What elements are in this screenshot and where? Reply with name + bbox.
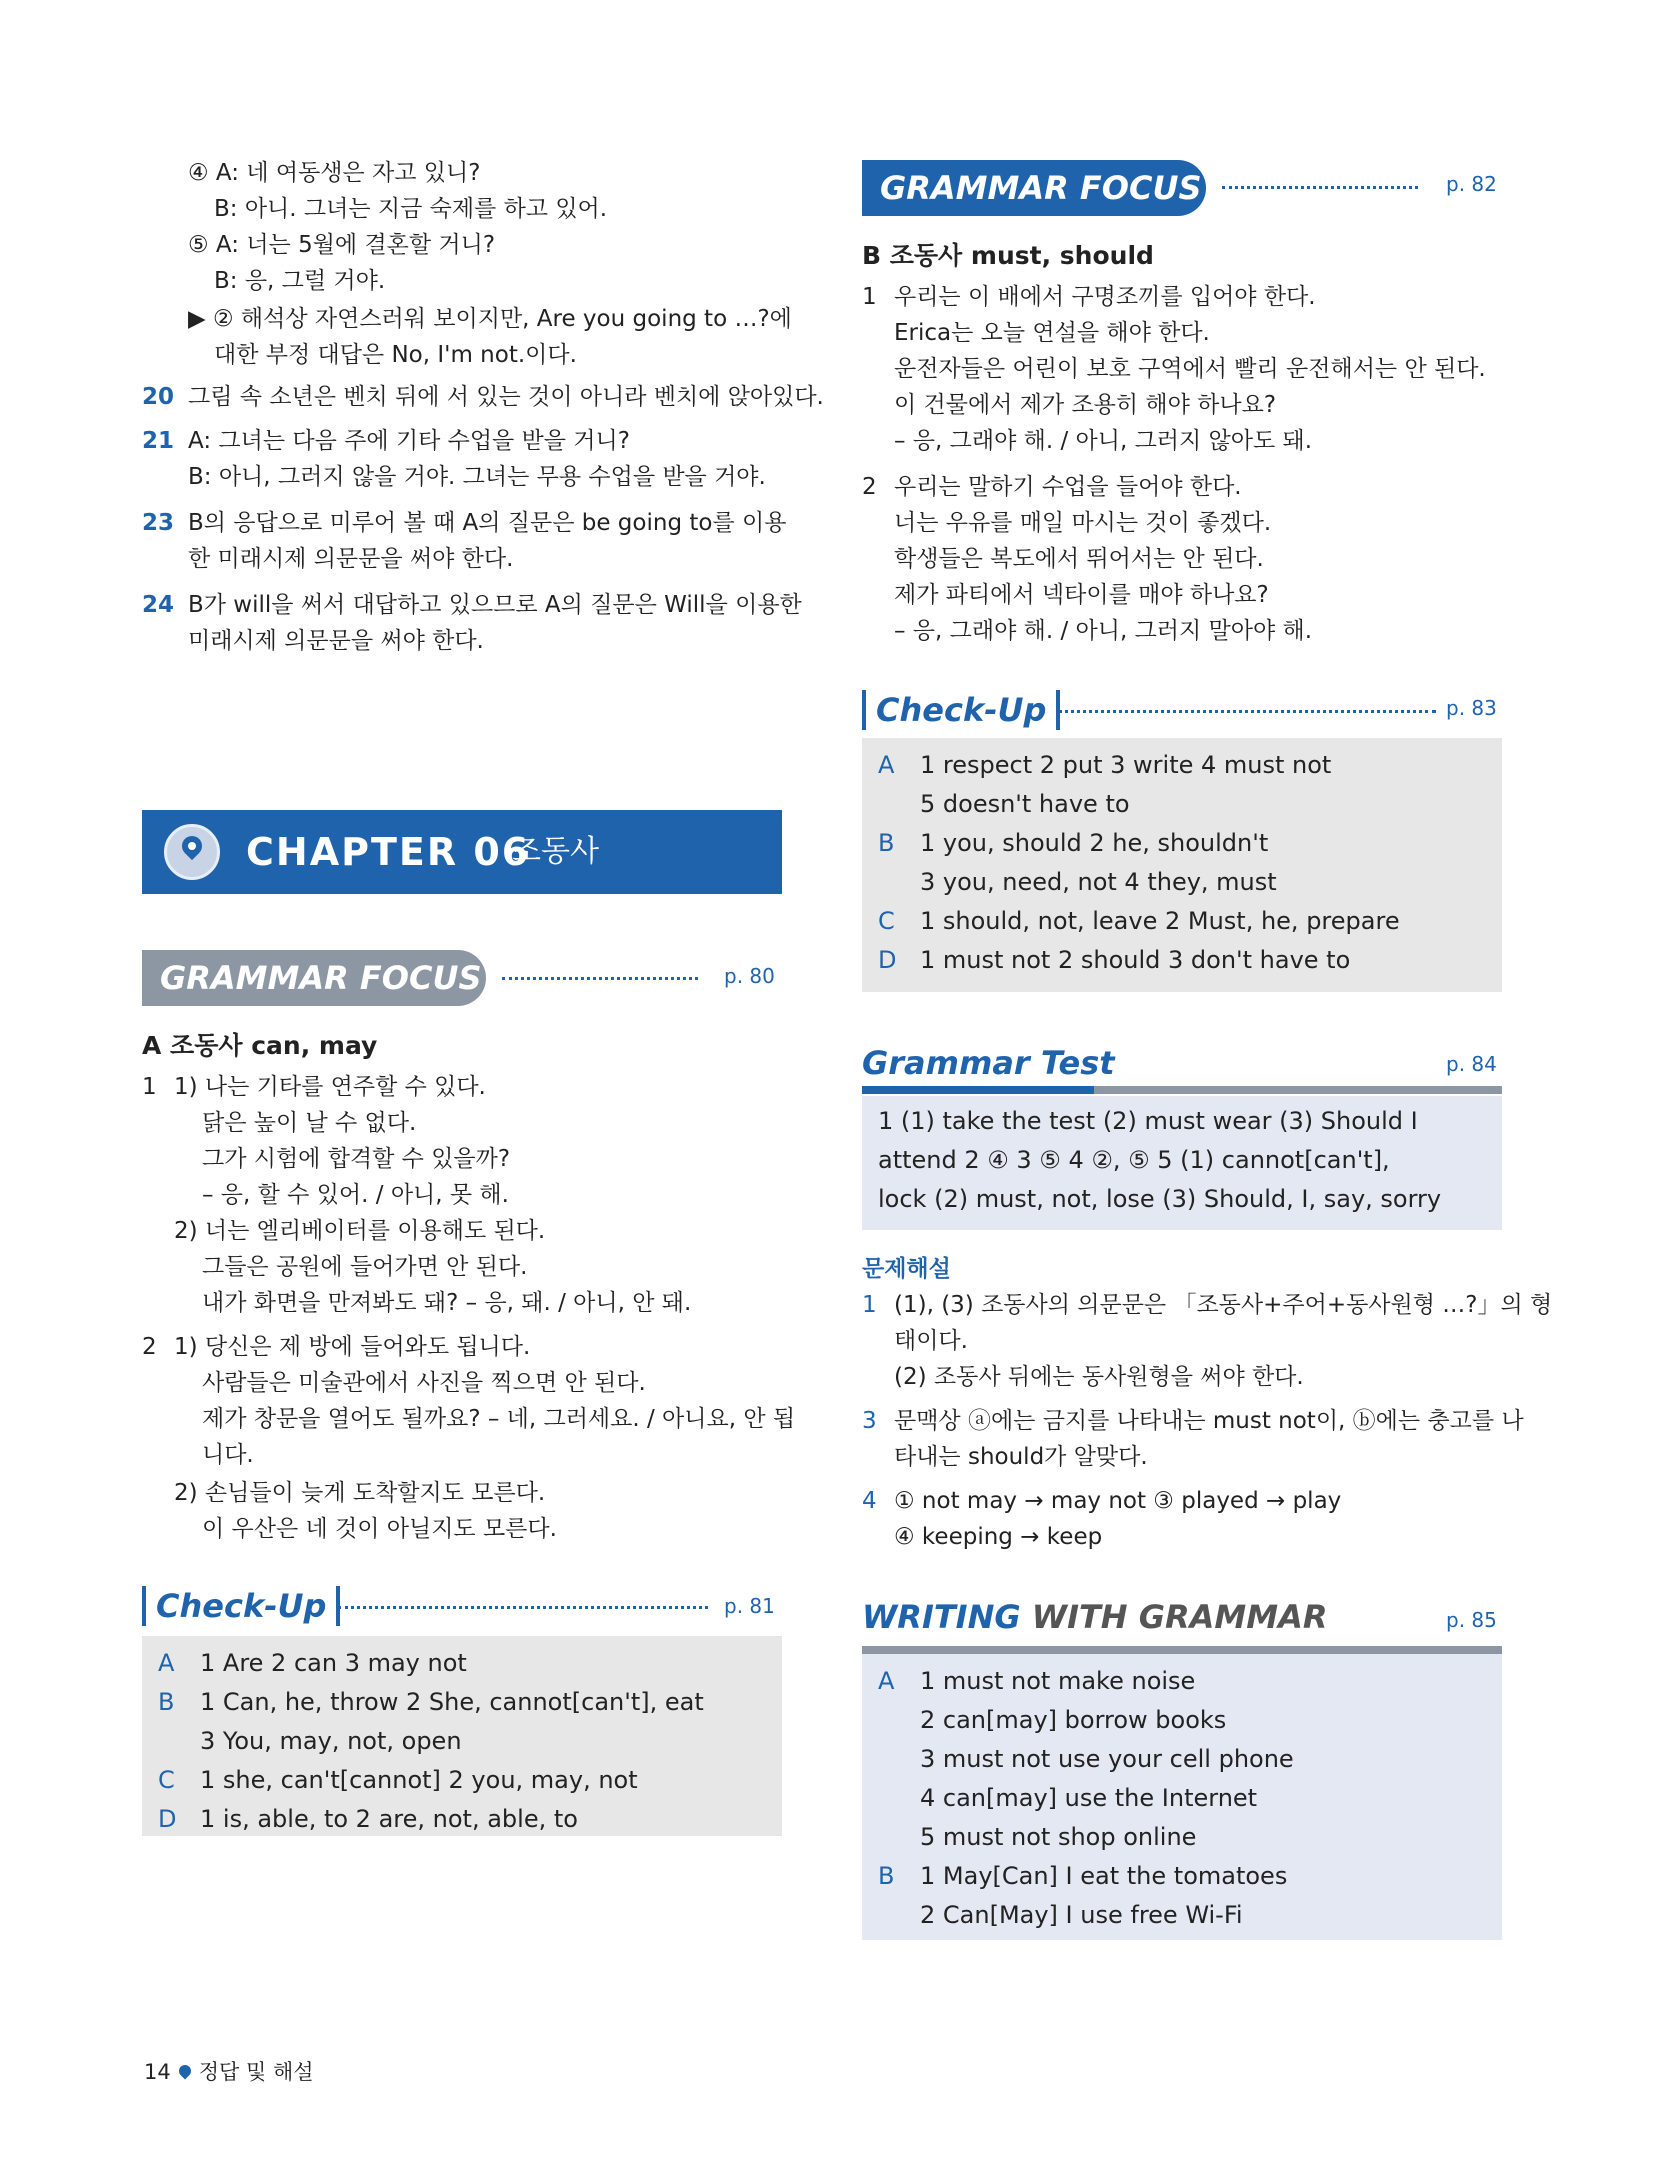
item-text: 한 미래시제 의문문을 써야 한다. [188, 546, 514, 572]
check-up-answers [862, 738, 1502, 992]
item-number: 23 [142, 510, 175, 536]
dotted-leader [502, 977, 698, 980]
writing-title: WRITING WITH GRAMMAR [862, 1598, 1328, 1636]
title-underline [862, 1646, 1502, 1654]
example-line: 닭은 높이 날 수 없다. [202, 1110, 417, 1136]
answer-line: B: 아니. 그녀는 지금 숙제를 하고 있어. [214, 196, 608, 222]
chapter-banner [142, 810, 782, 894]
explanation-line: (2) 조동사 뒤에는 동사원형을 써야 한다. [894, 1364, 1304, 1390]
answer-row: 5 must not shop online [920, 1823, 1197, 1851]
answer-row: B 1 you, should 2 he, shouldn't [878, 829, 1269, 857]
page-ref: p. 81 [724, 1594, 775, 1618]
item-number: 1 [142, 1074, 157, 1100]
answer-row: 2 Can[May] I use free Wi-Fi [920, 1901, 1243, 1929]
check-up-answers [142, 1636, 782, 1836]
example-line: 1) 당신은 제 방에 들어와도 됩니다. [174, 1334, 531, 1360]
example-line: 그들은 공원에 들어가면 안 된다. [202, 1254, 528, 1280]
example-line: 내가 화면을 만져봐도 돼? – 응, 돼. / 아니, 안 돼. [202, 1290, 692, 1316]
example-line: 우리는 이 배에서 구명조끼를 입어야 한다. [894, 284, 1316, 310]
dotted-leader [338, 1606, 708, 1609]
answer-row: D 1 must not 2 should 3 don't have to [878, 946, 1351, 974]
answer-row: 2 can[may] borrow books [920, 1706, 1227, 1734]
explanation-line: 문맥상 ⓐ에는 금지를 나타내는 must not이, ⓑ에는 충고를 나 [894, 1408, 1524, 1434]
explanation-line: ① not may → may not ③ played → play [894, 1488, 1342, 1514]
answer-row: 5 doesn't have to [920, 790, 1130, 818]
item-number: 24 [142, 592, 175, 618]
item-number: 4 [862, 1488, 877, 1514]
example-line: – 응, 그래야 해. / 아니, 그러지 말아야 해. [894, 618, 1313, 644]
answer-row: 1 (1) take the test (2) must wear (3) Should I [878, 1107, 1418, 1135]
example-line: 너는 우유를 매일 마시는 것이 좋겠다. [894, 510, 1272, 536]
answer-row: A 1 Are 2 can 3 may not [158, 1649, 467, 1677]
answer-row: attend 2 ④ 3 ⑤ 4 ②, ⑤ 5 (1) cannot[can't], [878, 1146, 1390, 1174]
example-line: 제가 창문을 열어도 될까요? – 네, 그러세요. / 아니요, 안 됩 [202, 1406, 796, 1432]
explanation-line: (1), (3) 조동사의 의문문은 「조동사+주어+동사원형 …?」의 형 [894, 1292, 1553, 1318]
answer-line: ⑤ A: 너는 5월에 결혼할 거니? [188, 232, 496, 258]
answer-row: 4 can[may] use the Internet [920, 1784, 1258, 1812]
answer-row: B 1 Can, he, throw 2 She, cannot[can't], eat [158, 1688, 704, 1716]
answer-row: lock (2) must, not, lose (3) Should, I, say, sorry [878, 1185, 1442, 1213]
example-line: 사람들은 미술관에서 사진을 찍으면 안 된다. [202, 1370, 646, 1396]
answer-row: A 1 respect 2 put 3 write 4 must not [878, 751, 1332, 779]
check-up-label: Check-Up [862, 690, 1060, 730]
grammar-focus-label: GRAMMAR FOCUS [142, 950, 486, 1006]
item-number: 21 [142, 428, 175, 454]
example-line: 1) 나는 기타를 연주할 수 있다. [174, 1074, 486, 1100]
page-ref: p. 84 [1446, 1052, 1497, 1076]
page-ref: p. 85 [1446, 1608, 1497, 1632]
dotted-leader [1222, 186, 1418, 189]
item-number: 3 [862, 1408, 877, 1434]
section-heading: B 조동사 must, should [862, 241, 1154, 270]
title-underline [1094, 1086, 1502, 1094]
page-ref: p. 82 [1446, 172, 1497, 196]
explanation-line: 타내는 should가 알맞다. [894, 1444, 1148, 1470]
pin-icon [164, 824, 220, 880]
item-text: 미래시제 의문문을 써야 한다. [188, 628, 484, 654]
example-line: 운전자들은 어린이 보호 구역에서 빨리 운전해서는 안 된다. [894, 356, 1486, 382]
writing-answers [862, 1654, 1502, 1940]
answer-row: D 1 is, able, to 2 are, not, able, to [158, 1805, 578, 1833]
answer-row: C 1 should, not, leave 2 Must, he, prepare [878, 907, 1400, 935]
page-ref: p. 80 [724, 964, 775, 988]
answer-line: ▶ ② 해석상 자연스러워 보이지만, Are you going to …?에 [188, 306, 792, 332]
title-underline [862, 1086, 1094, 1094]
answer-row: 3 you, need, not 4 they, must [920, 868, 1277, 896]
example-line: 우리는 말하기 수업을 들어야 한다. [894, 474, 1242, 500]
answer-line: ④ A: 네 여동생은 자고 있니? [188, 160, 481, 186]
item-text: B의 응답으로 미루어 볼 때 A의 질문은 be going to를 이용 [188, 510, 787, 536]
example-line: 이 우산은 네 것이 아닐지도 모른다. [202, 1516, 557, 1542]
answer-row: 3 must not use your cell phone [920, 1745, 1294, 1773]
item-text: 그림 속 소년은 벤치 뒤에 서 있는 것이 아니라 벤치에 앉아있다. [188, 384, 824, 410]
answer-row: A 1 must not make noise [878, 1667, 1196, 1695]
example-line: – 응, 그래야 해. / 아니, 그러지 않아도 돼. [894, 428, 1313, 454]
example-line: 제가 파티에서 넥타이를 매야 하나요? [894, 582, 1269, 608]
answer-line: 대한 부정 대답은 No, I'm not.이다. [214, 342, 577, 368]
section-heading: A 조동사 can, may [142, 1031, 378, 1060]
grammar-test-answers [862, 1096, 1502, 1230]
item-text: B: 아니, 그러지 않을 거야. 그녀는 무용 수업을 받을 거야. [188, 464, 766, 490]
page-number: 14 [144, 2060, 171, 2084]
page-footer [144, 2056, 314, 2086]
check-up-label: Check-Up [142, 1586, 340, 1626]
item-number: 1 [862, 284, 877, 310]
answer-line: B: 응, 그럴 거야. [214, 268, 386, 294]
example-line: – 응, 할 수 있어. / 아니, 못 해. [202, 1182, 509, 1208]
answer-row: C 1 she, can't[cannot] 2 you, may, not [158, 1766, 638, 1794]
example-line: 2) 너는 엘리베이터를 이용해도 된다. [174, 1218, 546, 1244]
answer-row: B 1 May[Can] I eat the tomatoes [878, 1862, 1288, 1890]
example-line: 이 건물에서 제가 조용히 해야 하나요? [894, 392, 1277, 418]
item-text: A: 그녀는 다음 주에 기타 수업을 받을 거니? [188, 428, 630, 454]
chapter-subtitle: 조동사 [512, 834, 599, 869]
page-ref: p. 83 [1446, 696, 1497, 720]
explanation-line: ④ keeping → keep [894, 1524, 1103, 1550]
explanation-line: 태이다. [894, 1328, 968, 1354]
item-number: 2 [862, 474, 877, 500]
grammar-test-title: Grammar Test [862, 1044, 1115, 1082]
item-number: 1 [862, 1292, 877, 1318]
answer-row: 3 You, may, not, open [200, 1727, 462, 1755]
example-line: 2) 손님들이 늦게 도착할지도 모른다. [174, 1480, 546, 1506]
grammar-focus-label: GRAMMAR FOCUS [862, 160, 1206, 216]
example-line: Erica는 오늘 연설을 해야 한다. [894, 320, 1210, 346]
explanation-label: 문제해설 [862, 1256, 951, 1282]
pin-icon [176, 2063, 193, 2080]
item-text: B가 will을 써서 대답하고 있으므로 A의 질문은 Will을 이용한 [188, 592, 802, 618]
example-line: 그가 시험에 합격할 수 있을까? [202, 1146, 511, 1172]
item-number: 20 [142, 384, 175, 410]
item-number: 2 [142, 1334, 157, 1360]
example-line: 학생들은 복도에서 뛰어서는 안 된다. [894, 546, 1264, 572]
dotted-leader [1058, 710, 1436, 713]
footer-text: 정답 및 해설 [198, 2060, 314, 2084]
example-line: 니다. [202, 1442, 254, 1468]
chapter-title: CHAPTER 06 [246, 830, 531, 874]
